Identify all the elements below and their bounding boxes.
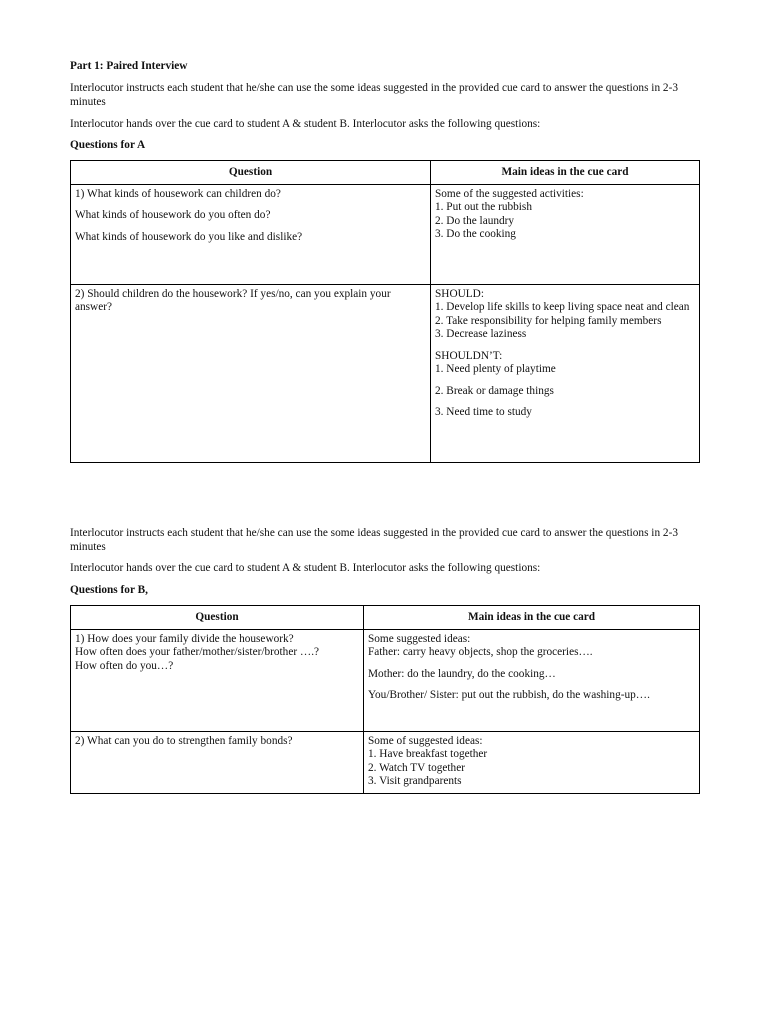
questions-a-table: [70, 160, 700, 463]
idea-line: Some of suggested ideas:: [368, 734, 483, 747]
idea-line: SHOULD:: [435, 287, 484, 300]
question-line: 1) What kinds of housework can children do?: [75, 187, 281, 200]
idea-line: 1. Put out the rubbish: [435, 201, 532, 213]
question-line: How often do you…?: [75, 659, 174, 672]
idea-line: 1. Need plenty of playtime: [435, 363, 556, 375]
idea-line: Father: carry heavy objects, shop the groceries….: [368, 646, 593, 658]
table-row: [71, 284, 700, 462]
idea-line: Some of the suggested activities:: [435, 187, 584, 200]
section-b-instruction-2: Interlocutor hands over the cue card to student A & student B. Interlocutor asks the following questions:: [70, 562, 541, 574]
question-line: How often does your father/mother/sister/brother ….?: [75, 646, 320, 658]
table-header-row: [71, 606, 700, 630]
idea-line: 2. Break or damage things: [435, 384, 554, 397]
section-a-instruction-2: Interlocutor hands over the cue card to student A & student B. Interlocutor asks the following questions:: [70, 118, 541, 130]
ideas-cell: [364, 629, 700, 731]
idea-line: 2. Take responsibility for helping family members: [435, 314, 662, 327]
idea-line: You/Brother/ Sister: put out the rubbish, do the washing-up….: [368, 689, 650, 701]
idea-line: 3. Visit grandparents: [368, 775, 462, 787]
ideas-cell: [431, 184, 700, 284]
question-line: What kinds of housework do you like and dislike?: [75, 230, 303, 243]
table-row: [71, 184, 700, 284]
idea-line: Some suggested ideas:: [368, 632, 471, 645]
table-row: [71, 731, 700, 793]
idea-line: 3. Need time to study: [435, 406, 532, 418]
question-line: 1) How does your family divide the housework?: [75, 632, 294, 645]
question-line: 2) What can you do to strengthen family bonds?: [75, 734, 293, 747]
question-cell: [71, 184, 431, 284]
question-cell: [71, 731, 364, 793]
idea-line: 3. Do the cooking: [435, 228, 516, 240]
idea-line: 2. Watch TV together: [368, 761, 465, 774]
section-b-heading: Questions for B,: [70, 584, 148, 596]
idea-line: 1. Develop life skills to keep living space neat and clean: [435, 301, 690, 313]
header-question: Question: [71, 161, 431, 185]
question-line: What kinds of housework do you often do?: [75, 209, 271, 221]
questions-b-table: [70, 605, 700, 794]
question-line: 2) Should children do the housework? If yes/no, can you explain your answer?: [75, 287, 391, 313]
question-cell: [71, 629, 364, 731]
idea-line: Mother: do the laundry, do the cooking…: [368, 667, 556, 680]
part-title: Part 1: Paired Interview: [70, 60, 188, 72]
table-row: [71, 629, 700, 731]
header-question: Question: [71, 606, 364, 630]
header-main-ideas: Main ideas in the cue card: [364, 606, 700, 630]
question-cell: [71, 284, 431, 462]
header-main-ideas: Main ideas in the cue card: [431, 161, 700, 185]
idea-line: 1. Have breakfast together: [368, 748, 488, 760]
ideas-cell: [431, 284, 700, 462]
table-header-row: [71, 161, 700, 185]
section-a-instruction-1: Interlocutor instructs each student that he/she can use the some ideas suggested in the provided cue card to answer the questions in 2-3 minutes: [70, 82, 678, 108]
idea-line: SHOULDN’T:: [435, 349, 503, 362]
section-b-instruction-1: Interlocutor instructs each student that he/she can use the some ideas suggested in the provided cue card to answer the questions in 2-3 minutes: [70, 527, 678, 553]
idea-line: 2. Do the laundry: [435, 214, 515, 227]
ideas-cell: [364, 731, 700, 793]
idea-line: 3. Decrease laziness: [435, 328, 527, 340]
section-a-heading: Questions for A: [70, 139, 146, 151]
